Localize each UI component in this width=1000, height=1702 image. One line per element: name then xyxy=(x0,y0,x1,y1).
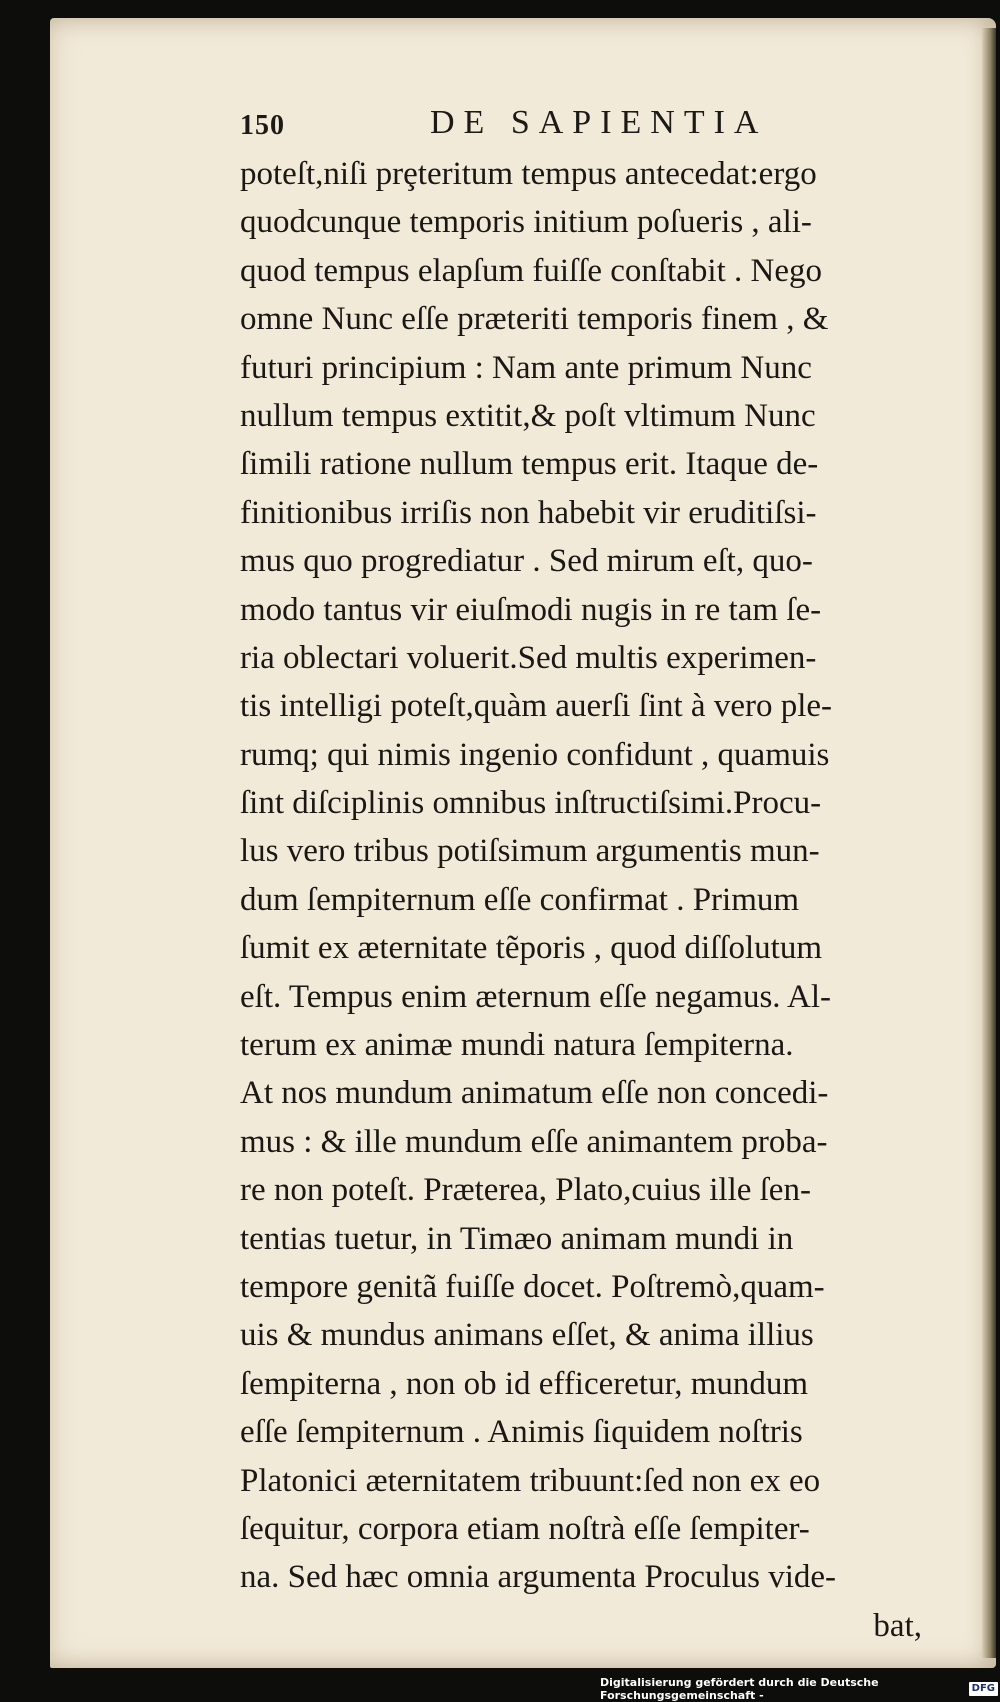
text-line: lus vero tribus potiſsimum argumentis mun- xyxy=(240,833,820,870)
page-edge xyxy=(982,28,996,1658)
text-line: omne Nunc eſſe præteriti temporis finem , & xyxy=(240,301,829,338)
credit-text: Digitalisierung gefördert durch die Deutsche Forschungsgemeinschaft - xyxy=(600,1676,879,1702)
text-line: At nos mundum animatum eſſe non concedi- xyxy=(240,1075,829,1112)
text-line: Platonici æternitatem tribuunt:ſed non ex eo xyxy=(240,1462,821,1499)
text-line: na. Sed hæc omnia argumenta Proculus vide- xyxy=(240,1559,837,1596)
text-line: eſſe ſempiternum . Animis ſiquidem noſtris xyxy=(240,1414,803,1451)
text-line: ſimili ratione nullum tempus erit. Itaque de- xyxy=(240,446,819,483)
text-line: tempore genitã fuiſſe docet. Poſtremò,quam- xyxy=(240,1268,825,1305)
body-text xyxy=(240,150,940,1650)
text-line: modo tantus vir eiuſmodi nugis in re tam ſe- xyxy=(240,591,822,628)
text-line: finitionibus irriſis non habebit vir eruditiſsi- xyxy=(240,494,817,531)
text-line: mus quo progrediatur . Sed mirum eſt, quo- xyxy=(240,543,813,580)
text-line: eſt. Tempus enim æternum eſſe negamus. Al- xyxy=(240,978,831,1015)
page-header xyxy=(240,100,800,150)
text-line: quodcunque temporis initium poſueris , ali- xyxy=(240,204,812,241)
digitization-credit xyxy=(600,1676,998,1702)
text-line: ſumit ex æternitate tẽporis , quod diſſolutum xyxy=(240,930,823,967)
text-line: uis & mundus animans eſſet, & anima illius xyxy=(240,1317,814,1354)
text-line: nullum tempus extitit,& poſt vltimum Nunc xyxy=(240,397,816,434)
dfg-logo-icon: DFG xyxy=(969,1682,998,1696)
catchword: bat, xyxy=(873,1607,922,1644)
text-line: tentias tuetur, in Timæo animam mundi in xyxy=(240,1220,794,1257)
text-line: ria oblectari voluerit.Sed multis experimen- xyxy=(240,639,817,676)
text-line: futuri principium : Nam ante primum Nunc xyxy=(240,349,812,386)
running-title: DE SAPIENTIA xyxy=(430,104,768,141)
text-line: poteſt,niſi prȩteritum tempus antecedat:ergo xyxy=(240,156,817,192)
page-number: 150 xyxy=(240,110,285,141)
text-line: ſequitur, corpora etiam noſtrà eſſe ſempiter- xyxy=(240,1510,810,1547)
text-line: dum ſempiternum eſſe confirmat . Primum xyxy=(240,881,800,918)
text-line: mus : & ille mundum eſſe animantem proba- xyxy=(240,1123,828,1160)
text-line: re non poteſt. Præterea, Plato,cuius ille ſen- xyxy=(240,1172,811,1209)
text-line: ſempiterna , non ob id efficeretur, mundum xyxy=(240,1365,809,1402)
text-line: quod tempus elapſum fuiſſe conſtabit . Nego xyxy=(240,252,822,289)
text-line: ſint diſciplinis omnibus inſtructiſsimi.Procu- xyxy=(240,785,822,822)
text-line: rumq; qui nimis ingenio confidunt , quamuis xyxy=(240,736,830,773)
text-line: tis intelligi poteſt,quàm auerſi ſint à vero ple- xyxy=(240,688,833,725)
text-line: terum ex animæ mundi natura ſempiterna. xyxy=(240,1027,794,1064)
